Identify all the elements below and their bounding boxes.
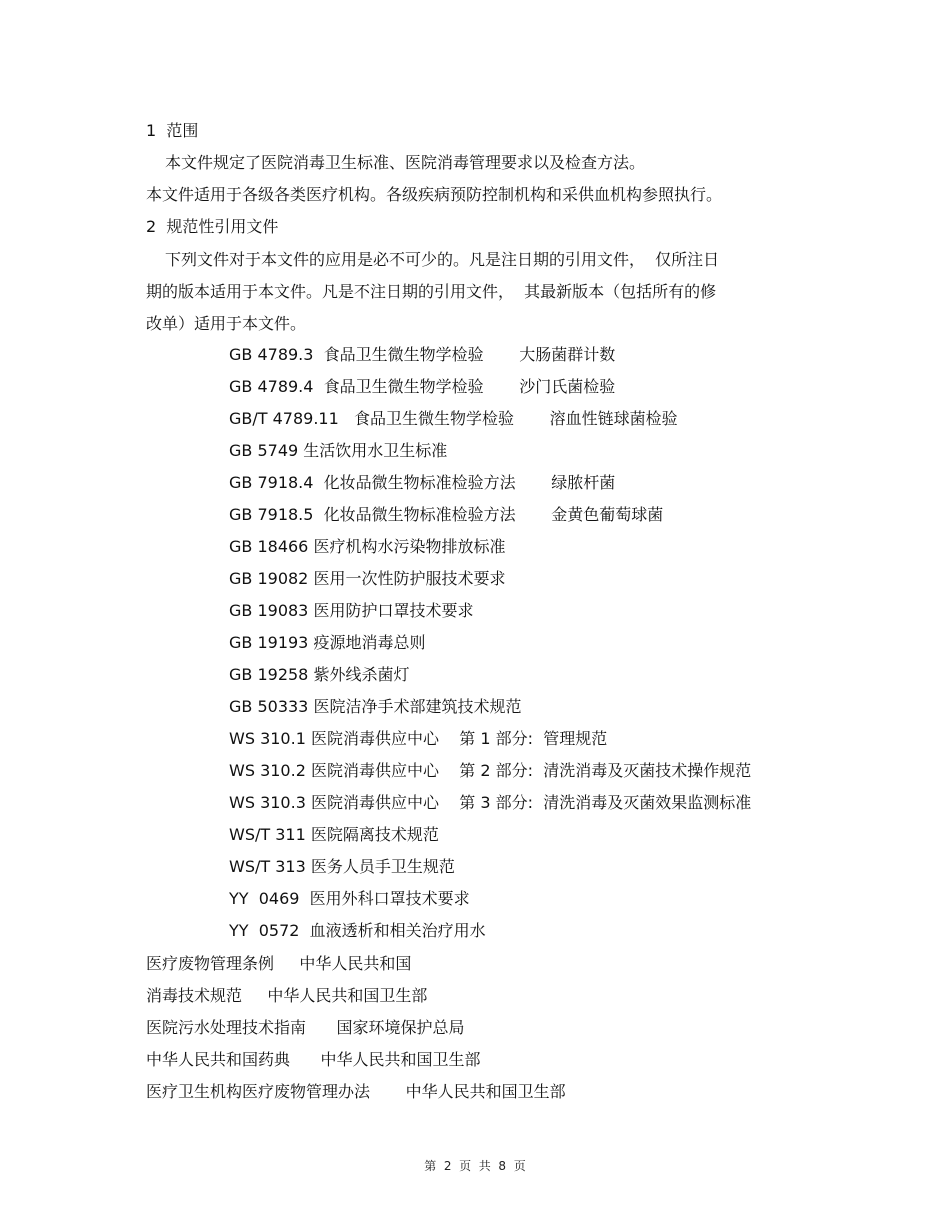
reference-item: WS 310.1 医院消毒供应中心 第 1 部分: 管理规范 — [229, 729, 608, 748]
page-number-footer: 第 2 页 共 8 页 — [424, 1159, 526, 1173]
reference-item: GB 19083 医用防护口罩技术要求 — [229, 601, 474, 620]
reference-item: GB 19193 疫源地消毒总则 — [229, 633, 426, 652]
reference-item: GB 50333 医院洁净手术部建筑技术规范 — [229, 697, 522, 716]
regulation-item: 医疗卫生机构医疗废物管理办法 中华人民共和国卫生部 — [146, 1082, 566, 1101]
reference-item: YY 0469 医用外科口罩技术要求 — [229, 889, 470, 908]
reference-item: GB 7918.5 化妆品微生物标准检验方法 金黄色葡萄球菌 — [229, 505, 664, 524]
regulation-item: 消毒技术规范 中华人民共和国卫生部 — [146, 986, 428, 1005]
scope-paragraph-2: 本文件适用于各级各类医疗机构。各级疾病预防控制机构和采供血机构参照执行。 — [146, 185, 723, 204]
regulation-item: 医院污水处理技术指南 国家环境保护总局 — [146, 1018, 465, 1037]
reference-item: GB 7918.4 化妆品微生物标准检验方法 绿脓杆菌 — [229, 473, 616, 492]
reference-item: GB 19258 紫外线杀菌灯 — [229, 665, 410, 684]
reference-item: GB 19082 医用一次性防护服技术要求 — [229, 569, 506, 588]
reference-item: WS/T 313 医务人员手卫生规范 — [229, 857, 455, 876]
regulation-item: 医疗废物管理条例 中华人民共和国 — [146, 954, 412, 973]
reference-item: GB 4789.4 食品卫生微生物学检验 沙门氏菌检验 — [229, 377, 616, 396]
reference-item: YY 0572 血液透析和相关治疗用水 — [229, 921, 486, 940]
intro-line-3: 改单）适用于本文件。 — [146, 314, 307, 333]
reference-item: GB 18466 医疗机构水污染物排放标准 — [229, 537, 506, 556]
reference-item: GB 4789.3 食品卫生微生物学检验 大肠菌群计数 — [229, 345, 616, 364]
intro-line-2: 期的版本适用于本文件。凡是不注日期的引用文件， 其最新版本（包括所有的修 — [146, 282, 717, 301]
regulation-item: 中华人民共和国药典 中华人民共和国卫生部 — [146, 1050, 481, 1069]
scope-paragraph-1: 本文件规定了医院消毒卫生标准、医院消毒管理要求以及检查方法。 — [165, 153, 646, 172]
reference-item: WS 310.3 医院消毒供应中心 第 3 部分: 清洗消毒及灭菌效果监测标准 — [229, 793, 752, 812]
reference-item: WS 310.2 医院消毒供应中心 第 2 部分: 清洗消毒及灭菌技术操作规范 — [229, 761, 752, 780]
section-1-heading: 1 范围 — [146, 121, 199, 140]
intro-line-1: 下列文件对于本文件的应用是必不可少的。凡是注日期的引用文件， 仅所注日 — [165, 250, 720, 269]
section-2-heading: 2 规范性引用文件 — [146, 217, 279, 236]
reference-item: GB 5749 生活饮用水卫生标准 — [229, 441, 448, 460]
reference-item: GB/T 4789.11 食品卫生微生物学检验 溶血性链球菌检验 — [229, 409, 678, 428]
reference-item: WS/T 311 医院隔离技术规范 — [229, 825, 439, 844]
